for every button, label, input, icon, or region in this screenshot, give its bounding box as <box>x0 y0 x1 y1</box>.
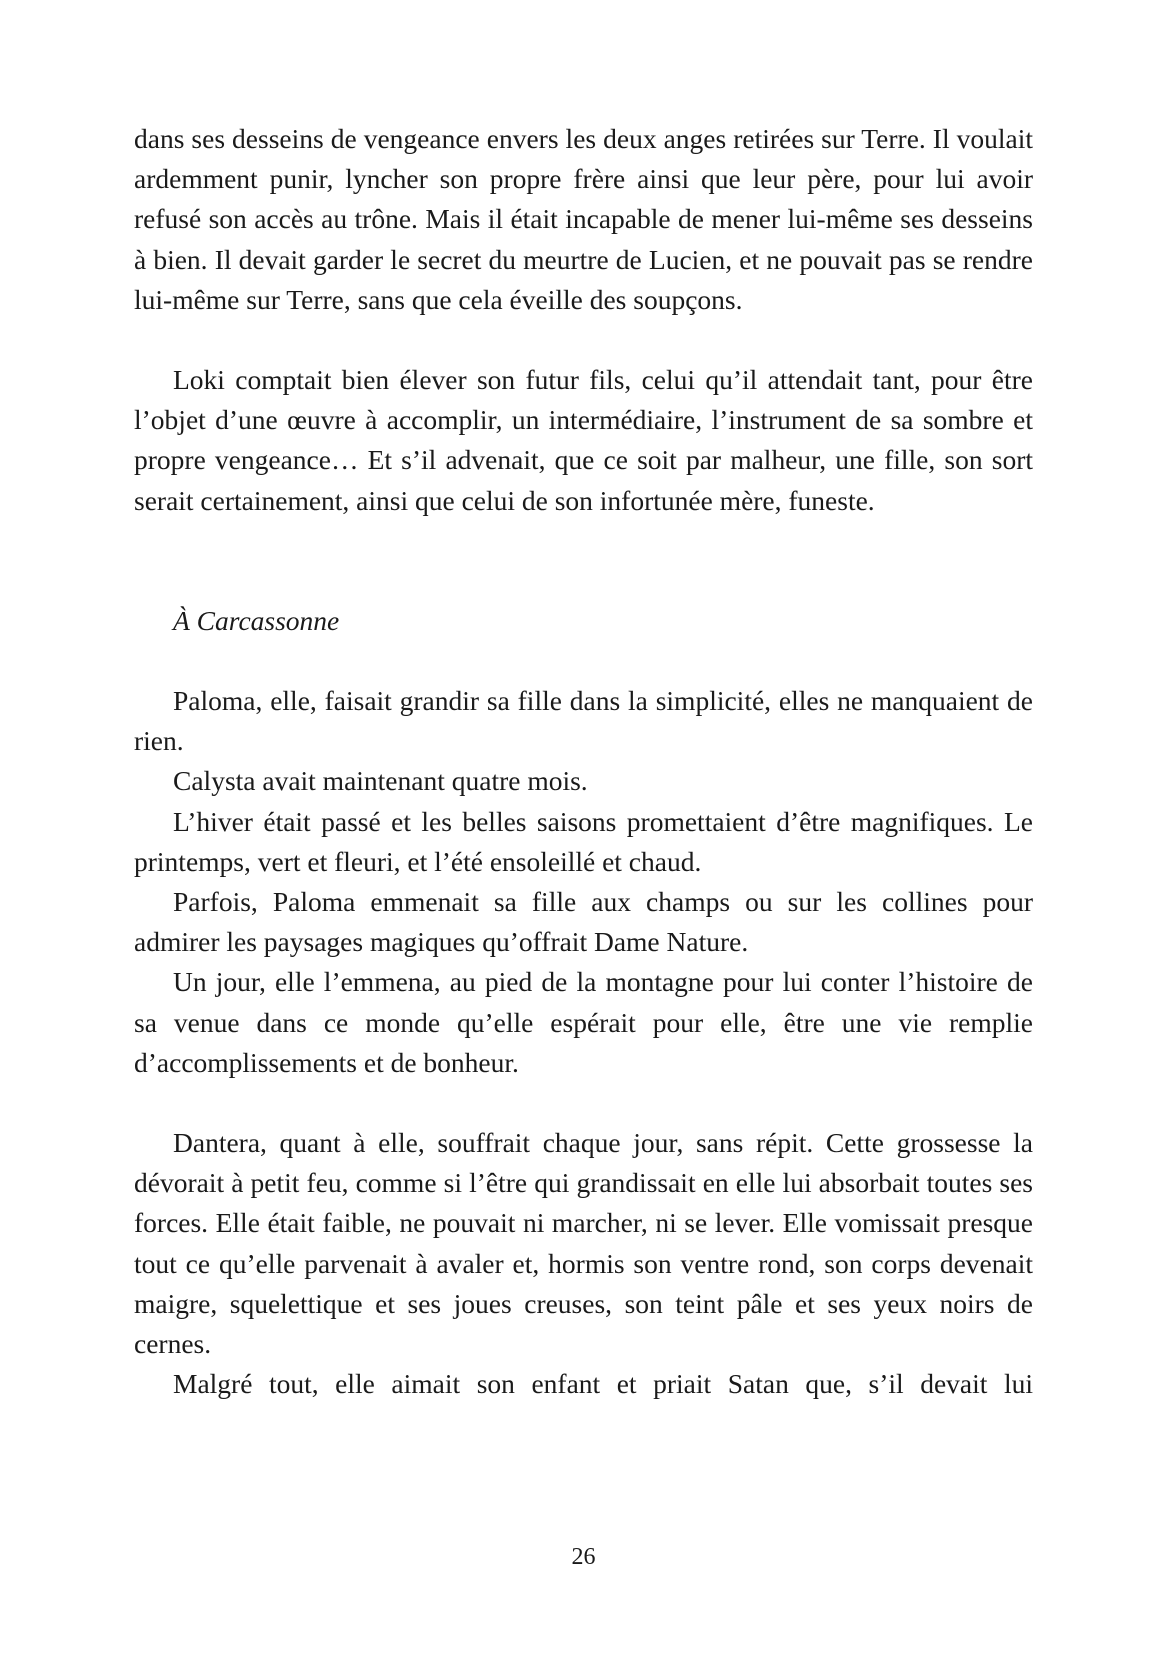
paragraph-paloma: Paloma, elle, faisait grandir sa fille dans la simplicité, elles ne manquaient de rien. <box>134 685 1033 757</box>
page-text <box>134 119 1033 1404</box>
paragraph-parfois: Parfois, Paloma emmenait sa fille aux champs ou sur les collines pour admirer les paysages magiques qu’offrait Dame Nature. <box>134 886 1033 958</box>
paragraph-gap <box>134 320 1033 360</box>
paragraph-dantera: Dantera, quant à elle, souffrait chaque jour, sans répit. Cette grossesse la dévorait à petit feu, comme si l’être qui grandissait en elle lui absorbait toutes ses forces. Elle était faible, ne pouvait ni marcher, ni se lever. Elle vomissait presque tout ce qu’elle parvenait à avaler et, hormis son ventre rond, son corps devenait maigre, squelettique et ses joues creuses, son teint pâle et ses yeux noirs de cernes. <box>134 1127 1033 1360</box>
paragraph-un-jour: Un jour, elle l’emmena, au pied de la montagne pour lui conter l’histoire de sa venue dans ce monde qu’elle espérait pour elle, être une vie remplie d’accomplissements et de bonheur. <box>134 966 1033 1078</box>
paragraph-gap <box>134 1083 1033 1123</box>
section-heading: À Carcassonne <box>173 604 340 636</box>
paragraph-malgre: Malgré tout, elle aimait son enfant et priait Satan que, s’il devait lui <box>173 1368 1033 1400</box>
heading-gap <box>134 641 1033 681</box>
section-gap <box>134 521 1033 601</box>
page-number: 26 <box>571 1544 596 1570</box>
paragraph-calysta: Calysta avait maintenant quatre mois. <box>173 765 588 797</box>
paragraph-continuation: dans ses desseins de vengeance envers les deux anges retirées sur Terre. Il voulait ardemment punir, lyncher son propre frère ainsi que leur père, pour lui avoir refusé son accès au trône. Mais il était incapable de mener lui-même ses desseins à bien. Il devait garder le secret du meurtre de Lucien, et ne pouvait pas se rendre lui-même sur Terre, sans que cela éveille des soupçons. <box>134 123 1033 315</box>
paragraph-hiver: L’hiver était passé et les belles saisons promettaient d’être magnifiques. Le printemps, vert et fleuri, et l’été ensoleillé et chaud. <box>134 805 1033 877</box>
paragraph-loki: Loki comptait bien élever son futur fils, celui qu’il attendait tant, pour être l’objet d’une œuvre à accomplir, un intermédiaire, l’instrument de sa sombre et propre vengeance… Et s’il advenait, que ce soit par malheur, une fille, son sort serait certainement, ainsi que celui de son infortunée mère, funeste. <box>134 364 1033 516</box>
